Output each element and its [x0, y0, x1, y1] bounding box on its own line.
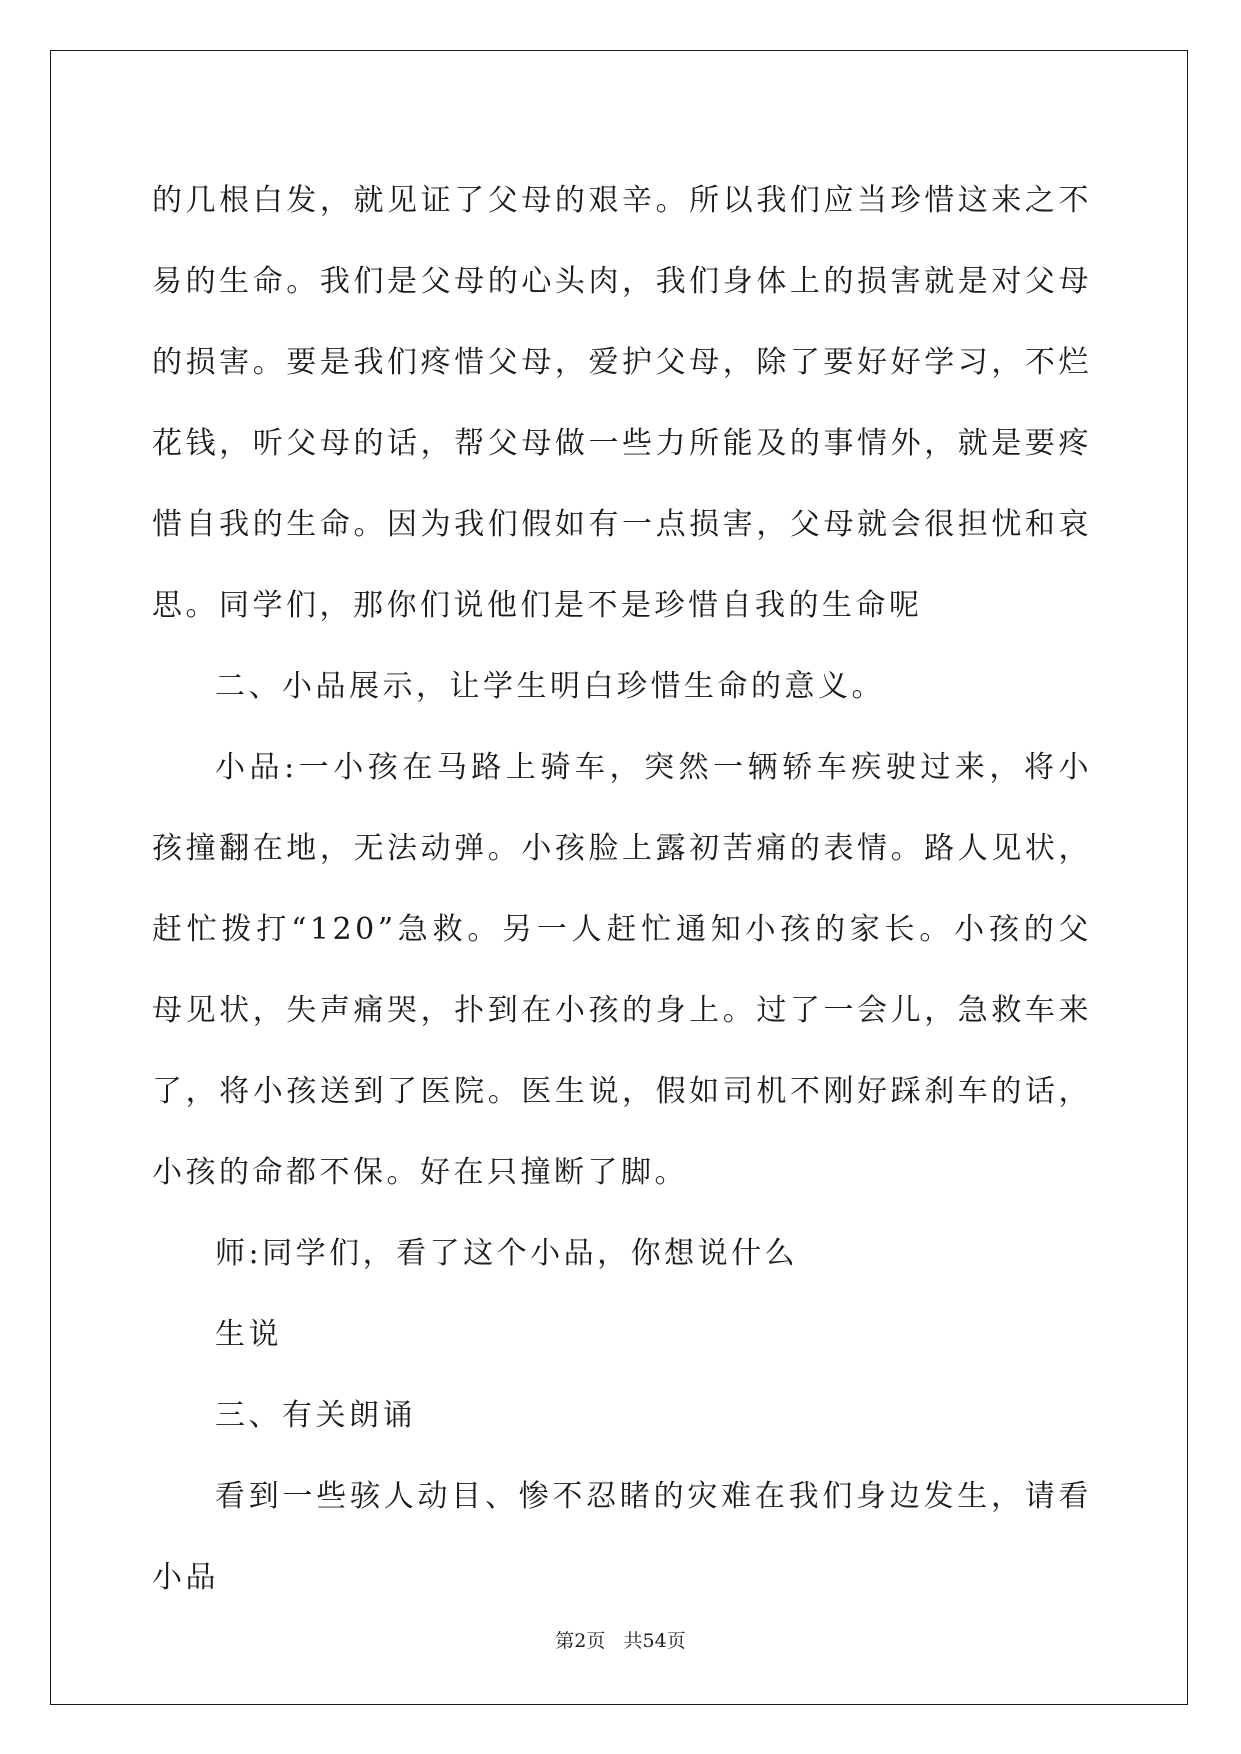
paragraph-4: 师:同学们，看了这个小品，你想说什么	[215, 1236, 799, 1271]
paragraph-6: 三、有关朗诵	[215, 1398, 416, 1433]
document-body	[152, 160, 1092, 1618]
page-footer	[0, 1626, 1241, 1653]
paragraph-2: 二、小品展示，让学生明白珍惜生命的意义。	[215, 669, 885, 704]
paragraph-7: 看到一些骇人动目、惨不忍睹的灾难在我们身边发生，请看小品	[152, 1479, 1092, 1595]
page-number: 第2页	[555, 1630, 606, 1652]
page-total: 共54页	[623, 1630, 686, 1652]
paragraph-5: 生说	[215, 1317, 282, 1352]
paragraph-1: 的几根白发，就见证了父母的艰辛。所以我们应当珍惜这来之不易的生命。我们是父母的心头肉，我们身体上的损害就是对父母的损害。要是我们疼惜父母，爱护父母，除了要好好学习，不烂花钱，听父母的话，帮父母做一些力所能及的事情外，就是要疼惜自我的生命。因为我们假如有一点损害，父母就会很担忧和哀思。同学们，那你们说他们是不是珍惜自我的生命呢	[152, 183, 1092, 623]
paragraph-3: 小品:一小孩在马路上骑车，突然一辆轿车疾驶过来，将小孩撞翻在地，无法动弹。小孩脸上露初苦痛的表情。路人见状，赶忙拨打“120”急救。另一人赶忙通知小孩的家长。小孩的父母见状，失声痛哭，扑到在小孩的身上。过了一会儿，急救车来了，将小孩送到了医院。医生说，假如司机不刚好踩刹车的话，小孩的命都不保。好在只撞断了脚。	[152, 750, 1092, 1190]
